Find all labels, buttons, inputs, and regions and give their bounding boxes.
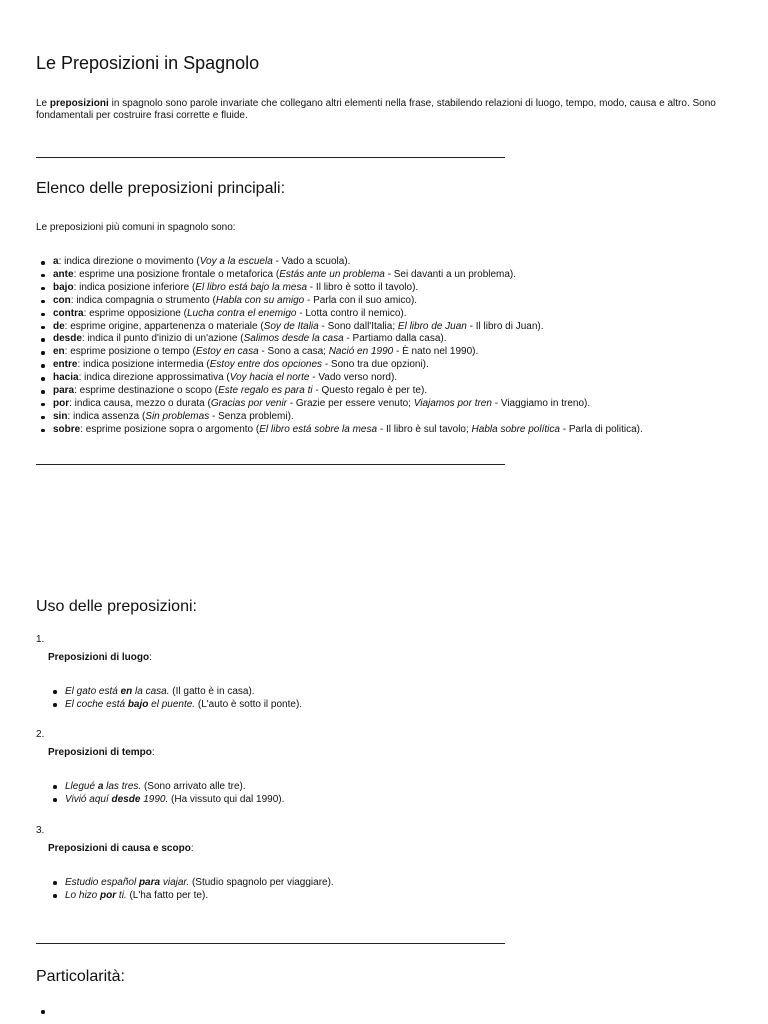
section-heading-particolarita: Particolarità: [36, 968, 125, 985]
sentence-end: la casa. [132, 686, 170, 697]
intro-bold-term: preposizioni [49, 98, 109, 109]
preposition-term: sobre [53, 423, 81, 435]
preposition-term: con [53, 294, 71, 306]
italian-translation: - Sono dall'Italia; [318, 320, 398, 332]
preposition-item [36, 346, 643, 359]
italian-translation: - Grazie per essere venuto; [287, 397, 414, 409]
divider-2 [36, 464, 505, 465]
spanish-sentence [65, 877, 189, 888]
subsection-number: 1. [36, 634, 45, 645]
italian-translation: (Il gatto è in casa). [169, 686, 255, 697]
sentence-start: El coche está [65, 699, 128, 710]
example-list [48, 685, 302, 711]
preposition-description: : esprime opposizione ( [83, 307, 187, 319]
preposition-item [36, 282, 643, 295]
italian-translation: (Sono arrivato alle tre). [141, 781, 246, 792]
preposition-description: : indica direzione o movimento ( [58, 256, 200, 267]
preposition-term: a [53, 256, 59, 267]
sentence-start: Estudio español [65, 877, 139, 888]
preposition-description: : esprime destinazione o scopo ( [74, 385, 219, 397]
preposition-description: : indica posizione inferiore ( [73, 281, 196, 293]
subsection-title [48, 652, 152, 664]
sentence-start: Lo hizo [65, 890, 101, 901]
example-item [48, 793, 284, 806]
spanish-example: El libro está bajo la mesa [195, 281, 308, 293]
intro-prefix: Le [36, 98, 50, 109]
preposition-term: ante [53, 268, 74, 280]
italian-translation: - Il libro di Juan). [466, 320, 544, 332]
preposition-term: desde [53, 333, 82, 345]
section-heading-elenco: Elenco delle preposizioni principali: [36, 180, 286, 197]
preposition-item [36, 372, 643, 385]
spanish-sentence [65, 794, 168, 805]
subsection-title-bold: Preposizioni di causa e scopo [48, 843, 191, 854]
example-item [48, 780, 284, 793]
divider-1 [36, 157, 505, 158]
preposition-item [36, 321, 643, 334]
preposition-item [36, 256, 643, 269]
preposition-term: contra [53, 307, 84, 319]
example-list [48, 780, 284, 806]
preposition-description: : esprime una posizione frontale o metaforica ( [73, 268, 280, 280]
italian-translation: - Senza problemi). [209, 410, 294, 422]
preposition-description: : indica compagnia o strumento ( [70, 294, 216, 306]
example-item [48, 698, 302, 711]
spanish-example: Este regalo es para ti [218, 385, 313, 397]
preposition-term: hacia [53, 372, 79, 384]
italian-translation: (L'auto è sotto il ponte). [195, 699, 303, 710]
spanish-example: Estoy en casa [195, 346, 259, 358]
spanish-example: El libro de Juan [397, 320, 467, 332]
italian-translation: - Il libro è sul tavolo; [377, 423, 472, 435]
spanish-example: Estás ante un problema [279, 268, 385, 280]
sentence-end: el puente. [148, 699, 196, 710]
preposition-description: : indica assenza ( [67, 410, 146, 422]
spanish-example: Nació en 1990 [328, 346, 394, 358]
sentence-preposition: en [120, 686, 133, 697]
uso-subsection-3 [36, 825, 334, 901]
spanish-example: Lucha contra el enemigo [186, 307, 297, 319]
italian-translation: - Questo regalo è per te). [312, 385, 428, 397]
subsection-title-colon: : [151, 747, 155, 758]
italian-translation: - Il libro è sotto il tavolo). [307, 281, 419, 293]
intro-paragraph [36, 98, 726, 122]
italian-translation: - Vado verso nord). [309, 372, 398, 384]
preposition-term: por [53, 397, 70, 409]
italian-translation: (L'ha fatto per te). [126, 890, 209, 901]
sentence-end: viajar. [160, 877, 190, 888]
italian-translation: - Parla di politica). [559, 423, 643, 435]
preposition-item [36, 269, 643, 282]
sentence-preposition: por [100, 890, 117, 901]
sentence-end: las tres. [103, 781, 142, 792]
spanish-sentence [65, 890, 127, 901]
subsection-title-bold: Preposizioni di tempo [48, 747, 152, 758]
italian-translation: - Partiamo dalla casa). [343, 333, 447, 345]
preposition-description: : indica causa, mezzo o durata ( [69, 397, 211, 409]
uso-subsection-2 [36, 729, 285, 805]
example-item [48, 889, 334, 902]
preposition-item [36, 295, 643, 308]
spanish-sentence [65, 686, 170, 697]
preposition-item [36, 359, 643, 372]
preposition-item [36, 424, 643, 437]
sentence-start: El gato está [65, 686, 121, 697]
example-list [48, 876, 334, 902]
italian-translation: - Parla con il suo amico). [304, 294, 418, 306]
preposition-term: para [53, 385, 75, 397]
preposition-item [36, 398, 643, 411]
preposition-term: sin [53, 410, 68, 422]
sentence-start: Vivió aquí [65, 794, 112, 805]
subsection-number: 2. [36, 729, 45, 740]
spanish-example: Salimos desde la casa [243, 333, 344, 345]
spanish-example: El libro está sobre la mesa [259, 423, 378, 435]
italian-translation: - Sono tra due opzioni). [322, 359, 429, 371]
sentence-preposition: a [97, 781, 104, 792]
preposition-term: en [53, 346, 65, 358]
sentence-preposition: bajo [127, 699, 149, 710]
sentence-start: Llegué [65, 781, 98, 792]
subsection-title-bold: Preposizioni di luogo [48, 652, 150, 663]
spanish-example: Voy hacia el norte [229, 372, 310, 384]
section-heading-uso: Uso delle preposizioni: [36, 598, 197, 615]
subsection-title [48, 843, 194, 855]
sentence-end: ti. [116, 890, 127, 901]
subsection-number: 3. [36, 825, 45, 836]
preposition-description: : esprime posizione sopra o argomento ( [80, 423, 260, 435]
example-item [48, 685, 302, 698]
preposition-term: bajo [53, 281, 74, 293]
sentence-end: 1990. [140, 794, 169, 805]
italian-translation: - Viaggiamo in treno). [491, 397, 591, 409]
italian-translation: - È nato nel 1990). [393, 346, 479, 358]
spanish-example: Habla sobre política [471, 423, 560, 435]
subsection-title-colon: : [190, 843, 194, 854]
subsection-title-colon: : [149, 652, 152, 663]
preposition-term: entre [53, 359, 78, 371]
preposition-item [36, 333, 643, 346]
spanish-example: Estoy entre dos opciones [209, 359, 323, 371]
spanish-example: Sin problemas [145, 410, 210, 422]
preposition-description: : esprime origine, appartenenza o materiale ( [64, 320, 264, 332]
preposition-description: : indica il punto d'inizio di un'azione ( [81, 333, 244, 345]
italian-translation: (Studio spagnolo per viaggiare). [189, 877, 334, 888]
preposition-description: : esprime posizione o tempo ( [64, 346, 196, 358]
preposition-description: : indica direzione approssimativa ( [78, 372, 230, 384]
italian-translation: (Ha vissuto qui dal 1990). [168, 794, 285, 805]
spanish-example: Viajamos por tren [413, 397, 492, 409]
divider-3 [36, 943, 505, 944]
preposition-description: : indica posizione intermedia ( [77, 359, 210, 371]
italian-translation: - Lotta contro il nemico). [296, 307, 407, 319]
italian-translation: - Vado a scuola). [272, 256, 351, 267]
intro-rest: in spagnolo sono parole invariate che collegano altri elementi nella frase, stabilendo relazioni di luogo, tempo, modo, causa e altro. Sono fondamentali per costruire frasi corrette e fluide. [36, 98, 716, 121]
list-bullet [41, 1010, 45, 1014]
preposition-item [36, 411, 643, 424]
preposition-item [36, 385, 643, 398]
spanish-sentence [65, 781, 141, 792]
uso-subsection-1 [36, 634, 303, 710]
prepositions-list [36, 256, 643, 437]
italian-translation: - Sei davanti a un problema). [384, 268, 517, 280]
preposition-term: de [53, 320, 65, 332]
spanish-sentence [65, 699, 195, 710]
spanish-example: Voy a la escuela [199, 256, 273, 267]
spanish-example: Gracias por venir [210, 397, 287, 409]
preposition-item [36, 308, 643, 321]
example-item [48, 876, 334, 889]
spanish-example: Soy de Italia [263, 320, 319, 332]
subsection-title [48, 747, 155, 759]
italian-translation: - Sono a casa; [258, 346, 329, 358]
list-intro: Le preposizioni più comuni in spagnolo sono: [36, 222, 236, 233]
page-title: Le Preposizioni in Spagnolo [36, 53, 260, 73]
sentence-preposition: desde [111, 794, 141, 805]
sentence-preposition: para [138, 877, 161, 888]
spanish-example: Habla con su amigo [215, 294, 305, 306]
